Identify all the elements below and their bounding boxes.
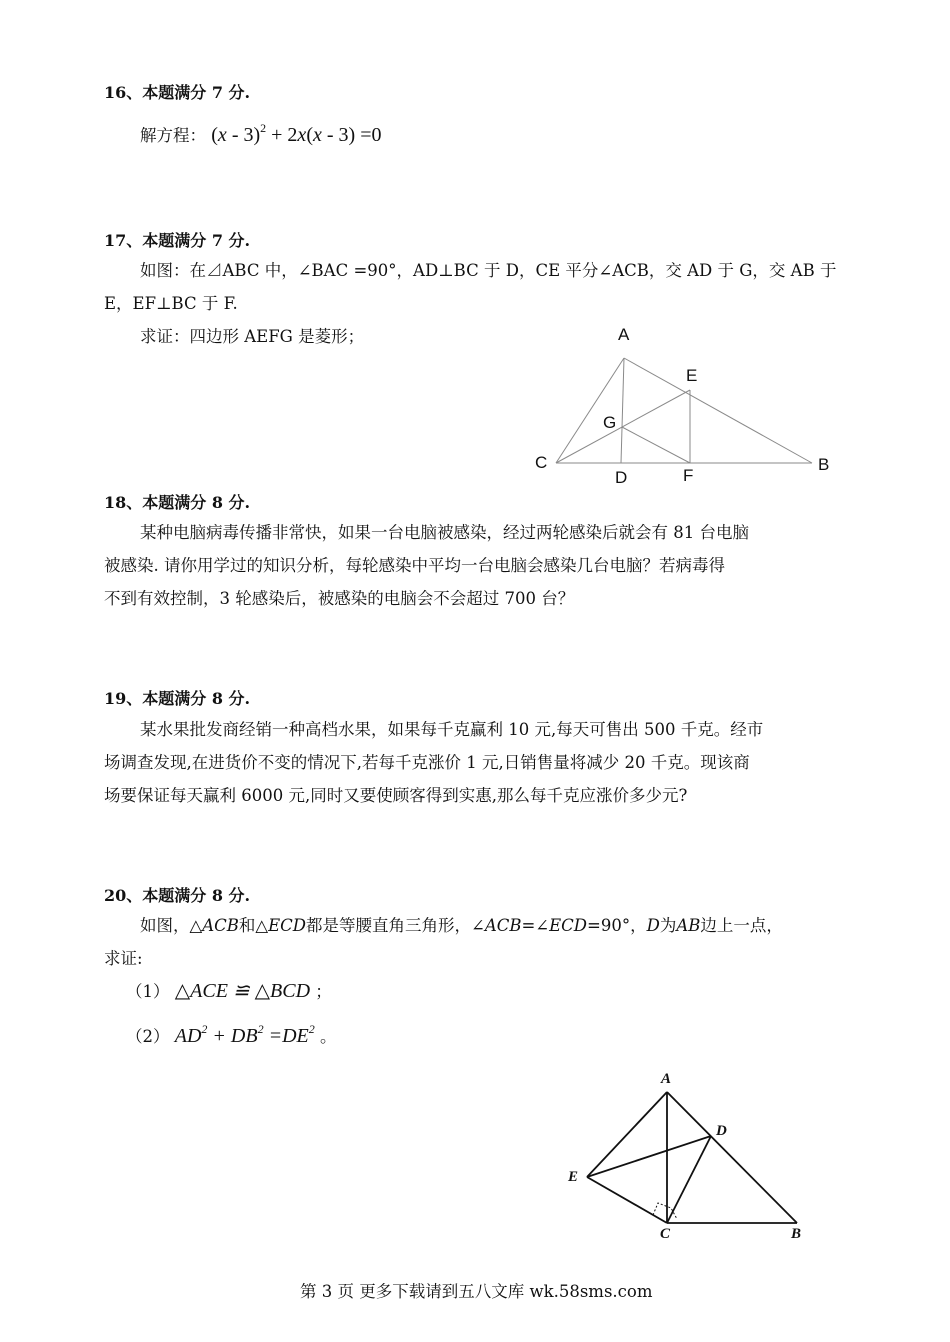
q18-line2: 被感染. 请你用学过的知识分析，每轮感染中平均一台电脑会感染几台电脑？若病毒得 (104, 556, 725, 575)
q17-label-b: B (818, 455, 830, 474)
q17-label-c: C (535, 453, 548, 472)
q20-item1-statement: △ACE ≌ △BCD (174, 980, 311, 1002)
q16-title: 16、本题满分 7 分. (104, 83, 251, 102)
q20-title: 20、本题满分 8 分. (104, 886, 251, 905)
q20-label-e: E (568, 1169, 579, 1185)
q17-label-e: E (686, 366, 698, 385)
q18-line1: 某种电脑病毒传播非常快，如果一台电脑被感染，经过两轮感染后就会有 81 台电脑 (140, 523, 749, 542)
q17-line3: 求证：四边形 AEFG 是菱形； (140, 327, 365, 346)
q19-title: 19、本题满分 8 分. (104, 689, 251, 708)
q20-item2-number: （2） (126, 1027, 170, 1046)
q20-item1-end: ； (315, 982, 332, 1001)
q17-label-g: G (603, 413, 617, 432)
q18-line3: 不到有效控制，3 轮感染后，被感染的电脑会不会超过 700 台？ (104, 589, 575, 608)
page-footer: 第 3 页 更多下载请到五八文库 wk.58sms.com (300, 1282, 653, 1301)
q19-line2: 场调查发现,在进货价不变的情况下,若每千克涨价 1 元,日销售量将减少 20 千克。现该商 (104, 753, 750, 772)
q17-label-a: A (618, 325, 630, 344)
q17-label-d: D (615, 468, 628, 487)
q20-label-b: B (791, 1226, 802, 1242)
q17-line2: E，EF⊥BC 于 F. (104, 294, 238, 313)
q20-label-c: C (660, 1226, 671, 1242)
q20-segment-ec (587, 1177, 667, 1223)
q20-item2-end: 。 (319, 1027, 337, 1046)
q17-label-f: F (683, 466, 694, 485)
q20-line1: 如图，△ACB和△ECD都是等腰直角三角形，∠ACB=∠ECD=90°，D为AB边上一点， (140, 916, 783, 935)
q16-equation: (x - 3)$^2$ + 2x(x - 3) =0 (211, 121, 382, 146)
q20-label-a: A (661, 1071, 672, 1087)
q19-line3: 场要保证每天赢利 6000 元,同时又要使顾客得到实惠,那么每千克应涨价多少元? (104, 786, 688, 805)
q19-line1: 某水果批发商经销一种高档水果，如果每千克赢利 10 元,每天可售出 500 千克。经市 (140, 720, 764, 739)
q20-label-d: D (716, 1123, 727, 1139)
q16-prompt-label: 解方程： (140, 126, 206, 145)
q17-line1: 如图：在⊿ABC 中，∠BAC =90°，AD⊥BC 于 D，CE 平分∠ACB，交 AD 于 G，交 AB 于 (140, 261, 837, 280)
q20-line2: 求证: (104, 949, 143, 968)
q20-side-ab (667, 1092, 797, 1223)
q20-item2-statement: $AD^2 + DB^2 =DE^2$ (174, 1022, 315, 1047)
q20-item1-number: （1） (126, 982, 170, 1001)
q17-title: 17、本题满分 7 分. (104, 231, 251, 250)
q18-title: 18、本题满分 8 分. (104, 493, 251, 512)
